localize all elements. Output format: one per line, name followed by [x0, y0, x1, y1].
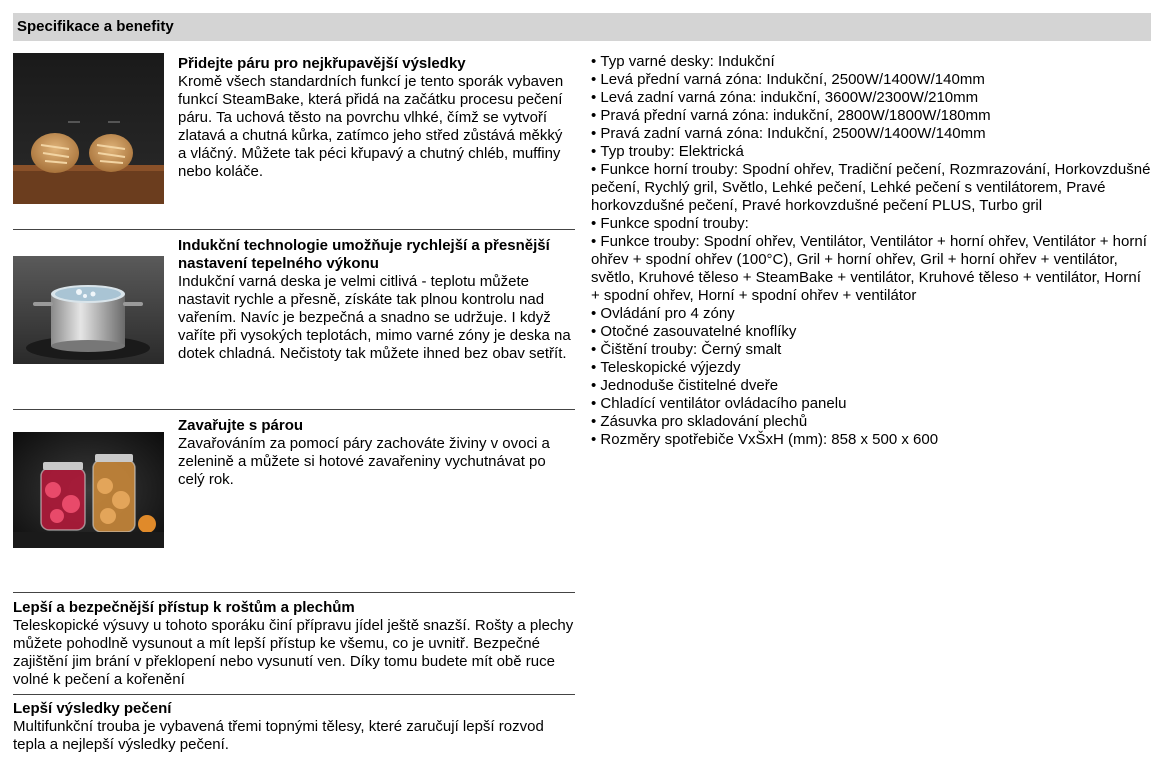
spec-list [591, 53, 1151, 449]
spec-item: • Rozměry spotřebiče VxŠxH (mm): 858 x 500 x 600 [591, 431, 1151, 449]
pot-photo [13, 256, 164, 364]
spec-item: • Otočné zasouvatelné knoflíky [591, 323, 1151, 341]
spec-item: • Čištění trouby: Černý smalt [591, 341, 1151, 359]
jars-photo [13, 432, 164, 548]
feature-title: Přidejte páru pro nejkřupavější výsledky [178, 55, 466, 72]
spec-item: • Teleskopické výjezdy [591, 359, 1151, 377]
spec-item: • Pravá přední varná zóna: indukční, 2800W/1800W/180mm [591, 107, 1151, 125]
spec-item: • Pravá zadní varná zóna: Indukční, 2500W/1400W/140mm [591, 125, 1151, 143]
benefit-title: Lepší a bezpečnější přístup k roštům a plechům [13, 599, 355, 616]
divider [13, 409, 575, 410]
feature-body: Zavařováním za pomocí páry zachováte živiny v ovoci a zelenině a můžete si hotové zavařeniny vychutnávat po celý rok. [178, 435, 550, 488]
benefit-baking [13, 700, 575, 754]
benefit-body: Multifunkční trouba je vybavená třemi topnými tělesy, které zaručují lepší rozvod tepla a nejlepší výsledky pečení. [13, 718, 544, 753]
spec-item: • Typ varné desky: Indukční [591, 53, 1151, 71]
spec-item: • Levá přední varná zóna: Indukční, 2500W/1400W/140mm [591, 71, 1151, 89]
spec-item: • Jednoduše čistitelné dveře [591, 377, 1151, 395]
spec-item: • Levá zadní varná zóna: indukční, 3600W/2300W/210mm [591, 89, 1151, 107]
benefit-body: Teleskopické výsuvy u tohoto sporáku činí přípravu jídel ještě snazší. Rošty a plechy můžete pohodlně vysunout a mít lepší přístup ke všemu, co je uvnitř. Bezpečné zajištění jim brání v překlopení nebo vysunutí ven. Díky tomu budete mít obě ruce volné k pečení a kořenění [13, 617, 574, 688]
spec-item: • Typ trouby: Elektrická [591, 143, 1151, 161]
divider [13, 592, 575, 593]
feature-body: Indukční varná deska je velmi citlivá - teplotu můžete nastavit rychle a přesně, získáte tak plnou kontrolu nad vařením. Navíc je bezpečná a snadno se udržuje. I když vaříte při vysokých teplotách, mimo varné zóny je deska na dotek chladná. Nečistoty tak můžete ihned bez obav setřít. [178, 273, 571, 362]
spec-item: • Funkce spodní trouby: [591, 215, 1151, 233]
divider [13, 694, 575, 695]
feature-title: Zavařujte s párou [178, 417, 304, 434]
feature-title: Indukční technologie umožňuje rychlejší a přesnější nastavení tepelného výkonu [178, 237, 550, 272]
spec-item: • Funkce horní trouby: Spodní ohřev, Tradiční pečení, Rozmrazování, Horkovzdušné pečení, Rychlý gril, Světlo, Lehké pečení, Lehké pečení s ventilátorem, Pravé horkovzdušné pečení, Pravé horkovzdušné pečení PLUS, Turbo gril [591, 161, 1151, 215]
bread-photo [13, 53, 164, 204]
divider [13, 229, 575, 230]
spec-item: • Chladící ventilátor ovládacího panelu [591, 395, 1151, 413]
benefit-title: Lepší výsledky pečení [13, 700, 172, 717]
spec-item: • Ovládání pro 4 zóny [591, 305, 1151, 323]
benefit-telescopic [13, 599, 575, 689]
section-title: Specifikace a benefity [17, 18, 174, 35]
feature-body: Kromě všech standardních funkcí je tento sporák vybaven funkcí SteamBake, která přidá na začátku procesu pečení páru. Ta uchová těsto na povrchu vlhké, čímž se vytvoří zlatavá a chutná kůrka, zatímco jeho střed zůstává měkký a vláčný. Můžete tak péci křupavý a chutný chléb, muffiny nebo koláče. [178, 73, 564, 180]
spec-item: • Zásuvka pro skladování plechů [591, 413, 1151, 431]
spec-item: • Funkce trouby: Spodní ohřev, Ventilátor, Ventilátor + horní ohřev, Ventilátor + horní ohřev + spodní ohřev (100°C), Gril + horní ohřev, Gril + horní ohřev + ventilátor, světlo, Kruhové těleso + SteamBake + ventilátor, Kruhové těleso + ventilátor, Horní + spodní ohřev, Horní + spodní ohřev + ventilátor [591, 233, 1151, 305]
section-header [13, 13, 1151, 41]
